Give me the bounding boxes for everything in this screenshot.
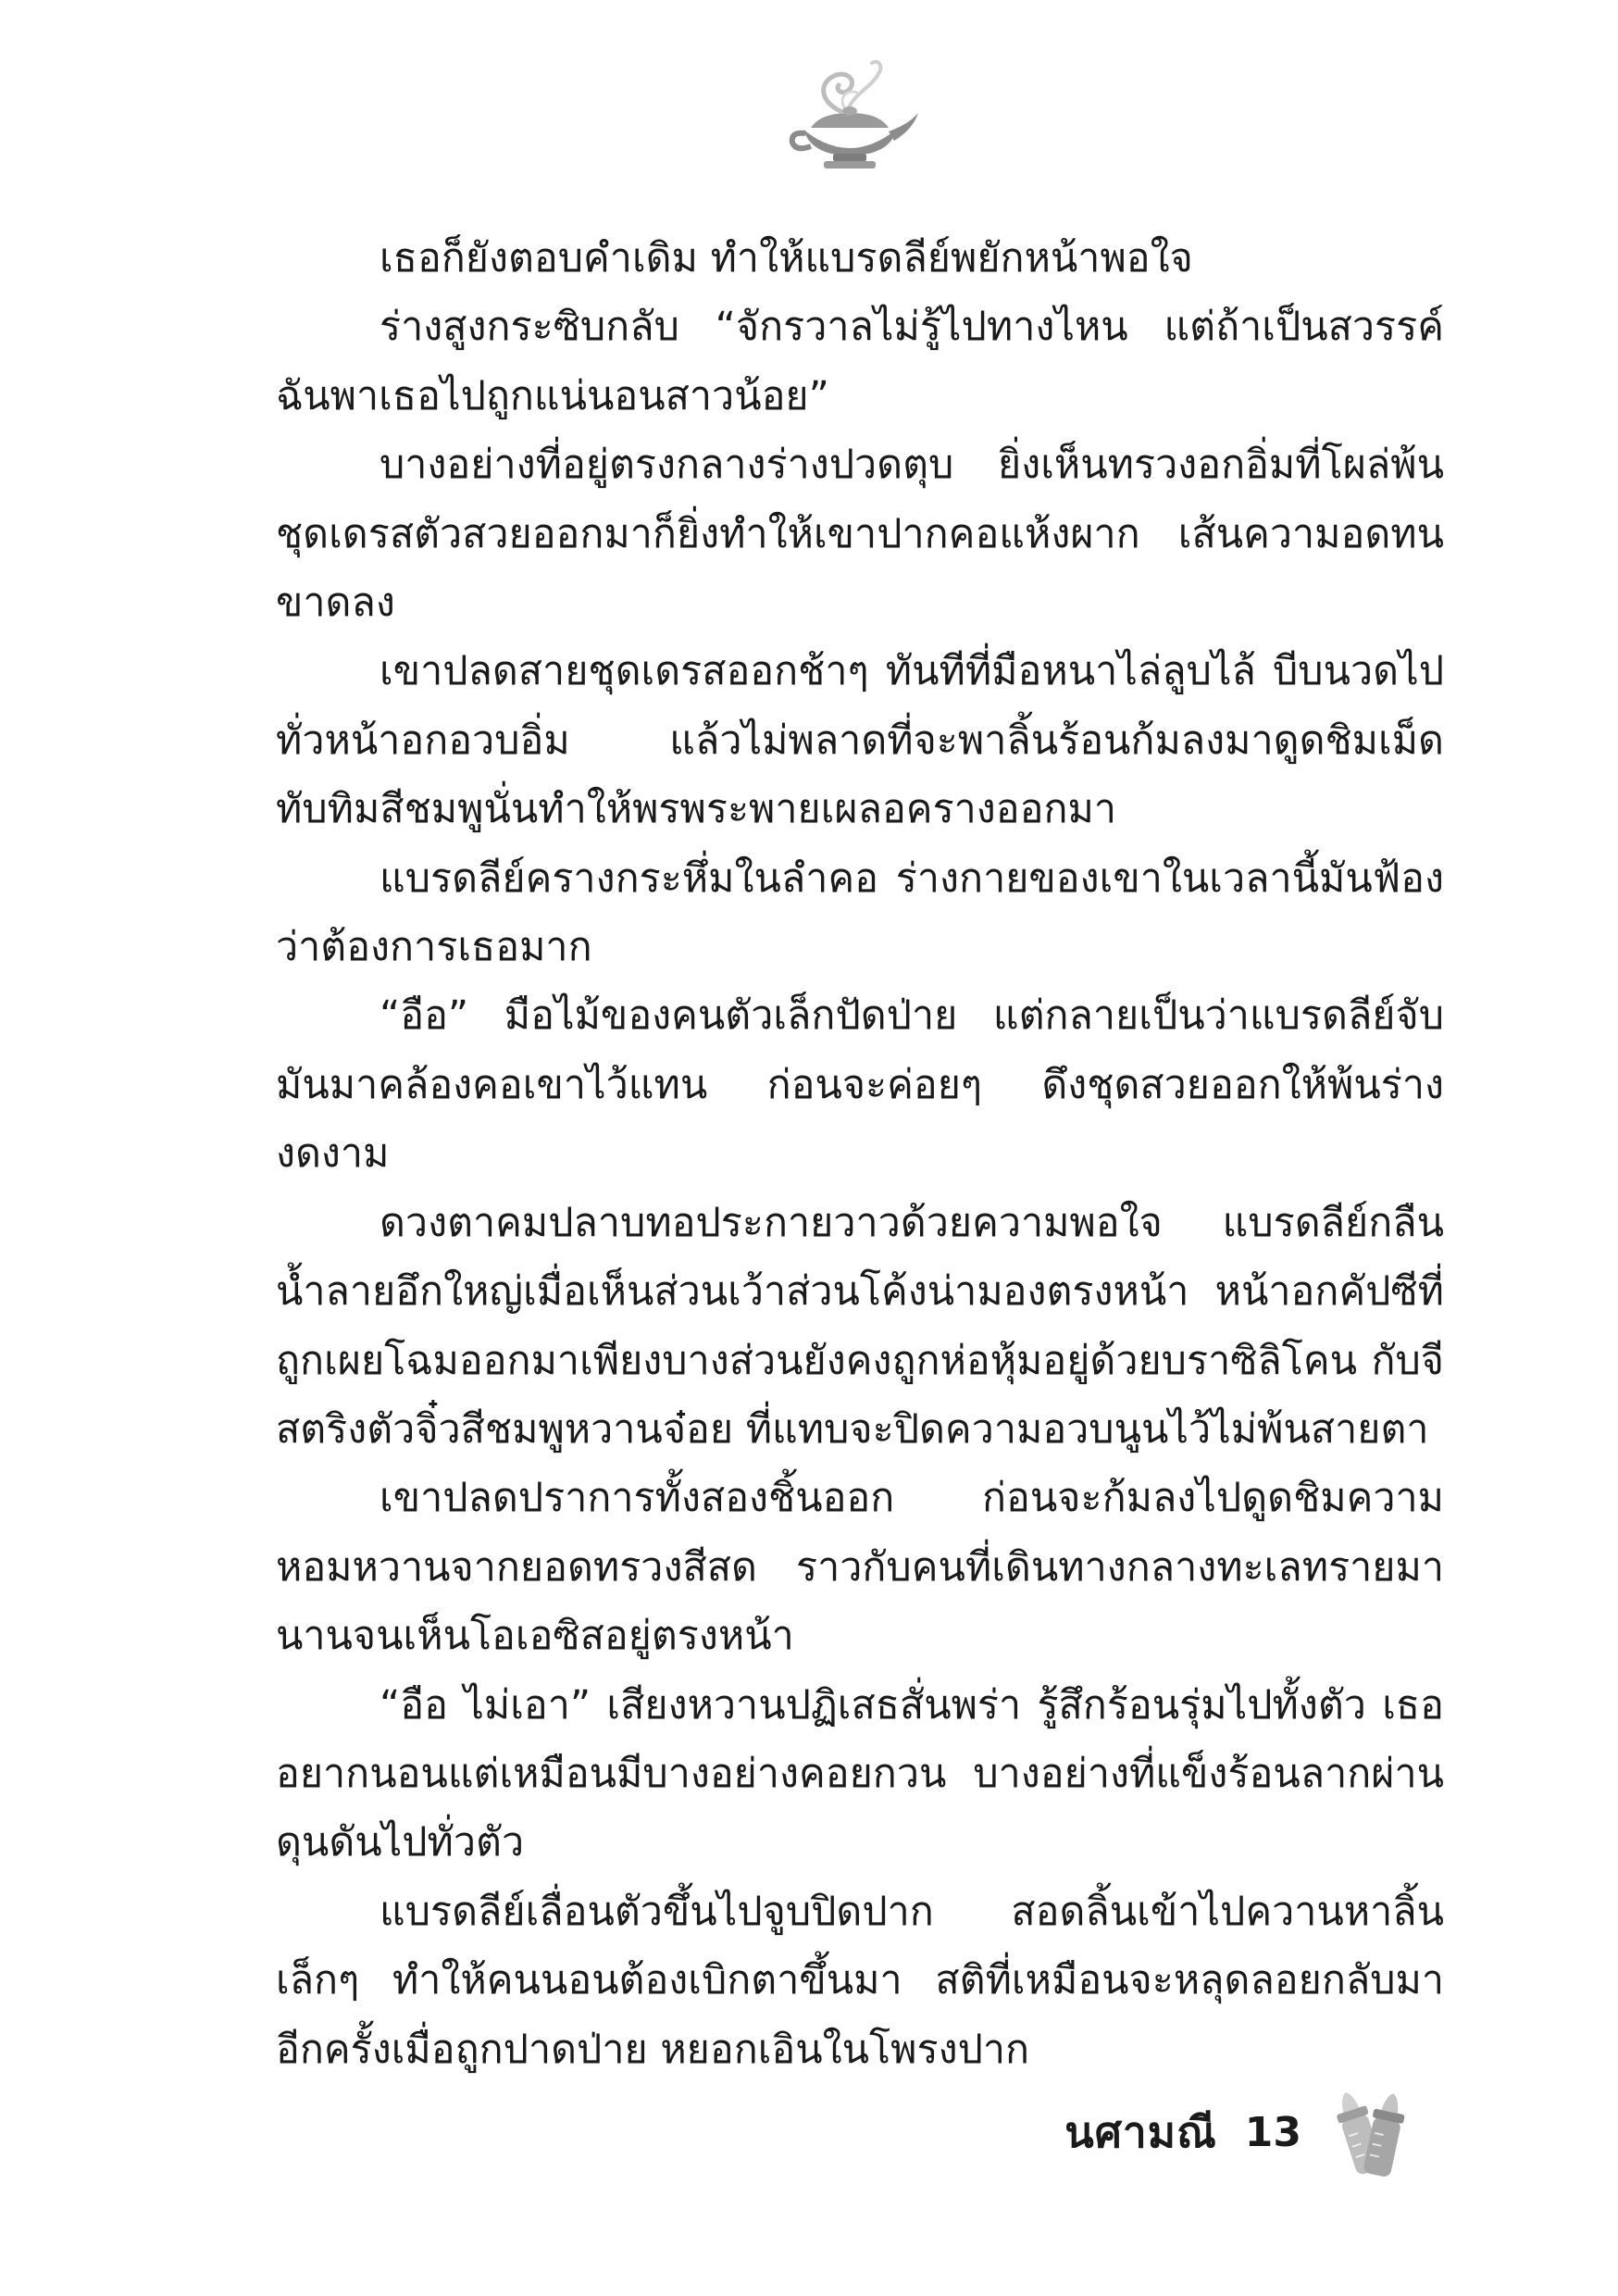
paragraph: แบรดลีย์เลื่อนตัวขึ้นไปจูบปิดปาก สอดลิ้นเข้าไปควานหาลิ้นเล็กๆ ทำให้คนนอนต้องเบิกตาขึ้นมา สติที่เหมือนจะหลุดลอยกลับมาอีกครั้งเมื่อถูกปาดป่าย หยอกเอินในโพรงปาก [276, 1888, 1444, 2073]
paragraph: แบรดลีย์ครางกระหึ่มในลำคอ ร่างกายของเขาในเวลานี้มันฟ้องว่าต้องการเธอมาก [276, 855, 1444, 971]
footer-author: นศามณี [1064, 2106, 1217, 2157]
paragraph: “อือ” มือไม้ของคนตัวเล็กปัดป่าย แต่กลายเป็นว่าแบรดลีย์จับมันมาคล้องคอเขาไว้แทน ก่อนจะค่อยๆ ดึงชุดสวยออกให้พ้นร่างงดงาม [276, 992, 1444, 1178]
paragraph: ดวงตาคมปลาบทอประกายวาวด้วยความพอใจ แบรดลีย์กลืนน้ำลายอึกใหญ่เมื่อเห็นส่วนเว้าส่วนโค้งน่ามองตรงหน้า หน้าอกคัปซีที่ถูกเผยโฉมออกมาเพียงบางส่วนยังคงถูกห่อหุ้มอยู่ด้วยบราซิลิโคน กับจีสตริงตัวจิ๋วสีชมพูหวานจ๋อย ที่แทบจะปิดความอวบนูนไว้ไม่พ้นสายตา [276, 1199, 1444, 1453]
page-footer [1064, 2081, 1414, 2183]
paragraph: เขาปลดปราการทั้งสองชิ้นออก ก่อนจะก้มลงไปดูดชิมความหอมหวานจากยอดทรวงสีสด ราวกับคนที่เดินทางกลางทะเลทรายมานานจนเห็นโอเอซิสอยู่ตรงหน้า [276, 1475, 1444, 1660]
paragraph: บางอย่างที่อยู่ตรงกลางร่างปวดตุบ ยิ่งเห็นทรวงอกอิ่มที่โผล่พ้นชุดเดรสตัวสวยออกมาก็ยิ่งทำให้เขาปากคอแห้งผาก เส้นความอดทนขาดลง [276, 442, 1444, 627]
paragraph: เธอก็ยังตอบคำเดิม ทำให้แบรดลีย์พยักหน้าพอใจ [380, 235, 1193, 281]
body-text [276, 224, 1444, 2084]
page-number: 13 [1244, 2108, 1301, 2156]
genie-lamp-icon [783, 56, 922, 176]
paragraph: ร่างสูงกระซิบกลับ “จักรวาลไม่รู้ไปทางไหน แต่ถ้าเป็นสวรรค์ ฉันพาเธอไปถูกแน่นอนสาวน้อย” [276, 304, 1444, 419]
paragraph: “อือ ไม่เอา” เสียงหวานปฏิเสธสั่นพร่า รู้สึกร้อนรุ่มไปทั้งตัว เธออยากนอนแต่เหมือนมีบางอย่างคอยกวน บางอย่างที่แข็งร้อนลากผ่านดุนดันไปทั่วตัว [276, 1681, 1444, 1866]
baby-bottles-icon [1322, 2081, 1414, 2183]
paragraph: เขาปลดสายชุดเดรสออกช้าๆ ทันทีที่มือหนาไล่ลูบไล้ บีบนวดไปทั่วหน้าอกอวบอิ่ม แล้วไม่พลาดที่จะพาลิ้นร้อนก้มลงมาดูดชิมเม็ดทับทิมสีชมพูนั่นทำให้พรพระพายเผลอครางออกมา [276, 648, 1444, 833]
